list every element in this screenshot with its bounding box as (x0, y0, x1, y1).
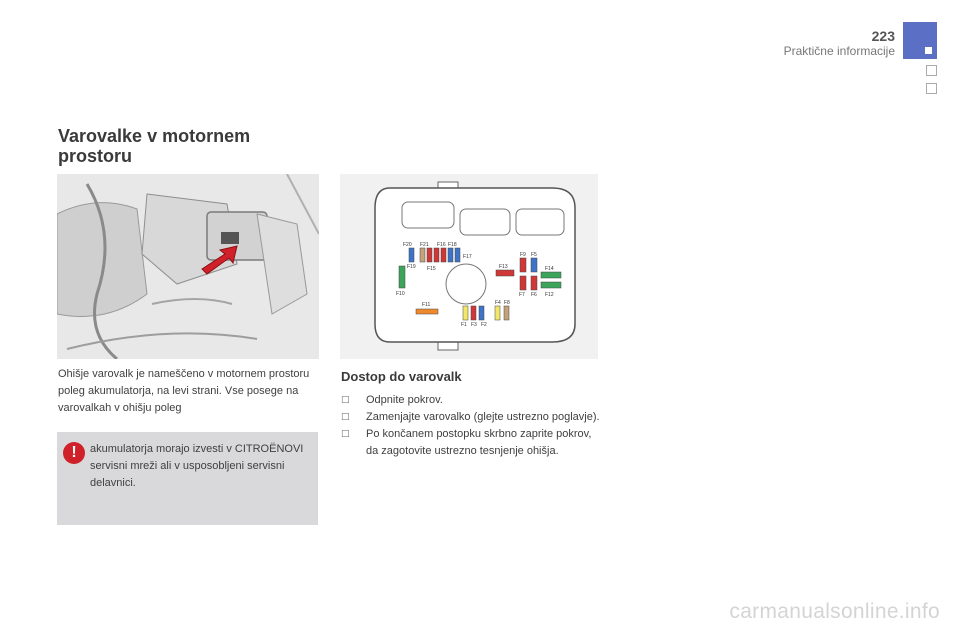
list-item: □ Po končanem postopku skrbno zaprite pokrov, da zagotovite ustrezno tesnjenje ohišja. (341, 428, 592, 457)
chapter-tab-active[interactable] (903, 22, 937, 59)
fuse-label: F21 (420, 242, 429, 248)
fuse-label: F10 (396, 291, 405, 297)
fuse-label: F19 (407, 264, 416, 270)
fuse-label: F3 (471, 322, 477, 328)
access-steps-list (341, 392, 601, 460)
fuse-label: F14 (545, 266, 554, 272)
fuse-label: F11 (422, 302, 431, 308)
fuse-label: F12 (545, 292, 554, 298)
fuse-label: F2 (481, 322, 487, 328)
checkbox-bullet-icon: □ (341, 412, 350, 422)
engine-bay-photo (57, 174, 319, 359)
list-item: □ Zamenjajte varovalko (glejte ustrezno poglavje). (341, 409, 601, 426)
fuse-label: F1 (461, 322, 467, 328)
warning-box (57, 432, 318, 525)
section-title: Praktične informacije (783, 44, 895, 58)
watermark: carmanualsonline.info (729, 600, 940, 623)
fuse-label: F7 (519, 292, 525, 298)
fuse-label: F13 (499, 264, 508, 270)
fuse-label: F8 (504, 300, 510, 306)
tab-marker-icon (925, 47, 932, 54)
fuse-label: F15 (427, 266, 436, 272)
fuse-label: F20 (403, 242, 412, 248)
warning-text: akumulatorja morajo izvesti v CITROËNOVI servisni mreži ali v usposobljeni servisni delavnici. (90, 443, 304, 489)
intro-paragraph: Ohišje varovalk je nameščeno v motornem prostoru poleg akumulatorja, na levi strani. Vse posege na varovalkah v ohišju poleg (58, 368, 310, 414)
chapter-tab[interactable] (926, 65, 937, 76)
page-number: 223 (871, 28, 895, 44)
fuse-label: F6 (531, 292, 537, 298)
fuse-box-diagram (340, 174, 598, 359)
fuse-label: F16 (437, 242, 446, 248)
fuse-label: F18 (448, 242, 457, 248)
fuse-label: F4 (495, 300, 501, 306)
warning-icon: ! (63, 442, 85, 464)
checkbox-bullet-icon: □ (341, 395, 350, 405)
fuse-label: F5 (531, 252, 537, 258)
fuse-label: F17 (463, 254, 472, 260)
fuse-label: F9 (520, 252, 526, 258)
chapter-tab[interactable] (926, 83, 937, 94)
list-item: □ Odpnite pokrov. (341, 392, 601, 409)
access-heading: Dostop do varovalk (341, 369, 462, 384)
checkbox-bullet-icon: □ (341, 429, 350, 439)
page-title: Varovalke v motornem prostoru (58, 126, 251, 166)
